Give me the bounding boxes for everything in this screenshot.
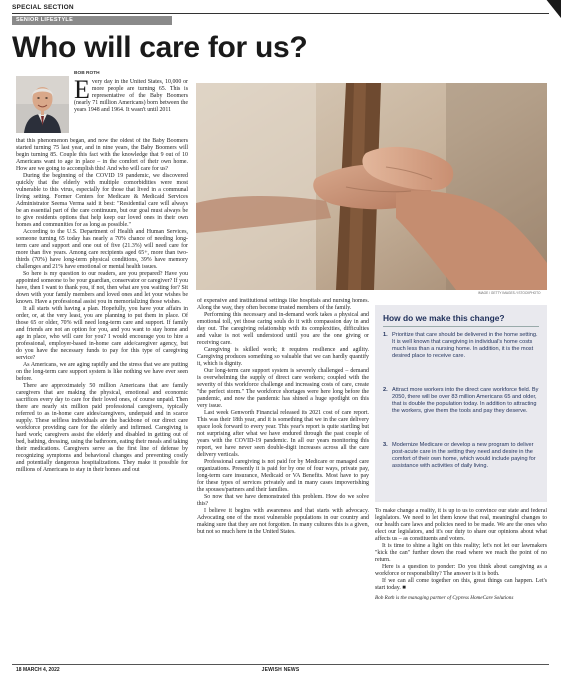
author-portrait [16,76,69,133]
column-3 [375,508,547,668]
paragraph: So now that we have demonstrated this problem. How do we solve this? [197,494,369,507]
section-label: SPECIAL SECTION [12,4,74,11]
paragraph: Caregiving is skilled work; it requires resilience and agility. Caregiving produces something so valuable that we can hardly quantify it, which is dignity. [197,347,369,367]
sidebar-item-text: Modernize Medicare or develop a new program to deliver post-acute care in the setting they need and desire in the comfort of their own home, which would include paying for assistance with activities of daily living. [392,442,536,469]
drop-cap: E [74,79,90,104]
sidebar-title: How do we make this change? [383,313,505,323]
intro-paragraph [74,79,188,137]
section-tab-label: SENIOR LIFESTYLE [16,17,74,23]
paragraph: Professional caregiving is not paid for by Medicare or managed care organizations. Presently it is paid for by one of four ways, private pay, long-term care insurance, Medicaid or VA Benefits. Most have to pay for these types of services privately and in many cases impoverishing the spouses/partners and their families. [197,459,369,493]
sidebar-item [383,442,541,470]
footer-page-date: 18 MARCH 4, 2022 [16,667,60,673]
author-bio: Bob Roth is the managing partner of Cypress HomeCare Solutions [375,595,514,601]
paragraph: If we can all come together on this, great things can happen. Let's start today. ■ [375,578,547,591]
paragraph: of expensive and institutional settings like hospitals and nursing homes. Along the way, they often become trusted members of the family. [197,298,369,311]
top-bar [12,4,549,16]
paragraph: Performing this necessary and in-demand work takes a physical and emotional toll, yet those caring souls do it with compassion day in and day out. The caregiving relationship with its complexities, difficulties and value is not well understood until you are the one giving or receiving care. [197,312,369,346]
sidebar-item [383,332,541,360]
paragraph: I believe it begins with awareness and that starts with advocacy. Advocating one of the most vulnerable populations in our country and making sure that they are not forgotten. In many cultures this is a given, but not so much here in the United States. [197,508,369,535]
headline: Who will care for us? [12,31,308,64]
bottom-rule [12,664,549,665]
paragraph: So here is my question to our readers, are you prepared? Have you appointed someone to be your guardian, conservator or caregiver? If you have, then I want to thank you, if not, then what are you waiting for? Sit down with your family members and loved ones and let your wishes be known. Have a professional assist you in memorializing those wishes. [16,271,188,305]
paragraph: Last week Genworth Financial released its 2021 cost of care report. This was their 18th year, and it is something that we in the care delivery space look forward to every year. This year's report is quite startling but not surprising after what we have endured through the past couple of years with the COVID-19 pandemic. In all our years monitoring this report, we have never seen double-digit increases across all the care delivery verticals. [197,410,369,458]
sidebar-item-text: Attract more workers into the direct care workforce field. By 2050, there will be over 83 million Americans 65 and older, that is double the population today. In addition to attracting the workers, give them the tools and pay they deserve. [392,387,539,414]
sidebar-item [383,387,541,415]
column-1 [16,138,188,666]
sidebar-item-number: 2. [383,387,388,393]
intro-text: very day in the United States, 10,000 or more people are turning 65. This is representative of the Baby Boomers (nearly 71 million Americans) born between the years 1948 and 1964. It wasn't until 2011 [74,79,188,113]
byline: BOB ROTH [74,71,100,76]
sidebar-rule [383,326,539,327]
paragraph: According to the U.S. Department of Health and Human Services, someone turning 65 today has nearly a 70% chance of needing long-term care and support and one out of five (21.3%) will need care for more than five years. Among care recipients aged 65+, more than two-thirds (70%) have long-term physical conditions, 39% have memory challenges and 21% have emotional or mental health issues. [16,229,188,270]
paragraph: There are approximately 50 million Americans that are family caregivers that are making the physical, emotional and economic sacrifices every day to care for their loved ones, of course unpaid. Then there are nearly six million paid professional caregivers, typically referred to as in-home care aides/caregivers, underpaid and in scarce supply. These selfless individuals are the backbone of our direct care workforce providing care for the elderly and infirmed. Caregiving is hard work; caregivers assist the elderly and disabled in getting out of bed, bathing, dressing, using the bathroom, eating their meals and taking their medications. Caregivers serve as the first line of defense by recognizing symptoms and behavioral changes and preventing costly and potentially dangerous hospitalizations. They make it possible for millions of Americans to stay in their homes and out [16,383,188,473]
hands-photo [196,83,547,290]
column-2 [197,298,369,668]
paragraph: As Americans, we are aging rapidly and the stress that we are putting on the long-term care support system is like nothing we have ever seen before. [16,362,188,382]
sidebar-item-number: 3. [383,442,388,448]
section-tab [12,16,172,25]
photo-credit: IMAGE / GETTY IMAGES / ISTOCKPHOTO [478,291,541,295]
paragraph: During the beginning of the COVID 19 pandemic, we discovered quickly that the elderly with multiple comorbidities were most vulnerable to this virus, especially for those that lived in a communal living setting. Former Centers for Medicare & Medicaid Services Administrator Seema Verma said it best: "Residential care will always be an essential part of the care continuum, but our goal must always be to give residents options that help keep our loved ones in their own homes and communities for as long as possible." [16,173,188,228]
top-rule [12,13,549,14]
sidebar-item-number: 1. [383,332,388,338]
paragraph: that this phenomenon began, and now the oldest of the Baby Boomers started turning 75 last year, and in nine years, the Baby Boomers will begin turning 85. Couple this fact with the knowledge that 9 out of 10 Americans want to age in place – in the comfort of their own home. How are we going to accomplish this! And who will care for us? [16,138,188,172]
paragraph: To make change a reality, it is up to us to convince our state and federal legislators. We need to let them know that real, meaningful changes to our health care laws and policies need to be made. We are the ones who elect our legislators, and it's our duty to share our opinions about what affects us – as constituents and voters. [375,508,547,542]
paragraph: Here is a question to ponder: Do you think about caregiving as a workforce or responsibility? The answer is it is both. [375,564,547,577]
sidebar-box [375,305,547,502]
paragraph: It all starts with having a plan. Hopefully, you have your affairs in order, or, at the very least, you are planning to put them in place. Of those 65 or older, 70% will need long-term care and support. If family and friends are not an option for you, and you want to stay home and age in place, who will care for you? I would encourage you to hire a professional, employer-based in-home care aide/caregiver agency, but do you have the necessary funds to pay for this type of caregiving service? [16,306,188,361]
footer-publication: JEWISH NEWS [261,667,300,673]
paragraph: Our long-term care support system is severely challenged – demand is overwhelming the supply of direct care workers; coupled with the severity of this workforce challenge and increasing costs of care, create "the perfect storm." The workforce shortages were here long before the pandemic, and now the pandemic has shined a huge spotlight on this very issue. [197,368,369,409]
paragraph: It is time to shine a light on this reality; let's not let our lawmakers "kick the can" further down the road where we reach the point of no return. [375,543,547,563]
sidebar-item-text: Prioritize that care should be delivered in the home setting. It is well known that caregiving in individual's home costs much less than a nursing home. In addition, it is the most desired place to receive care. [392,332,538,359]
